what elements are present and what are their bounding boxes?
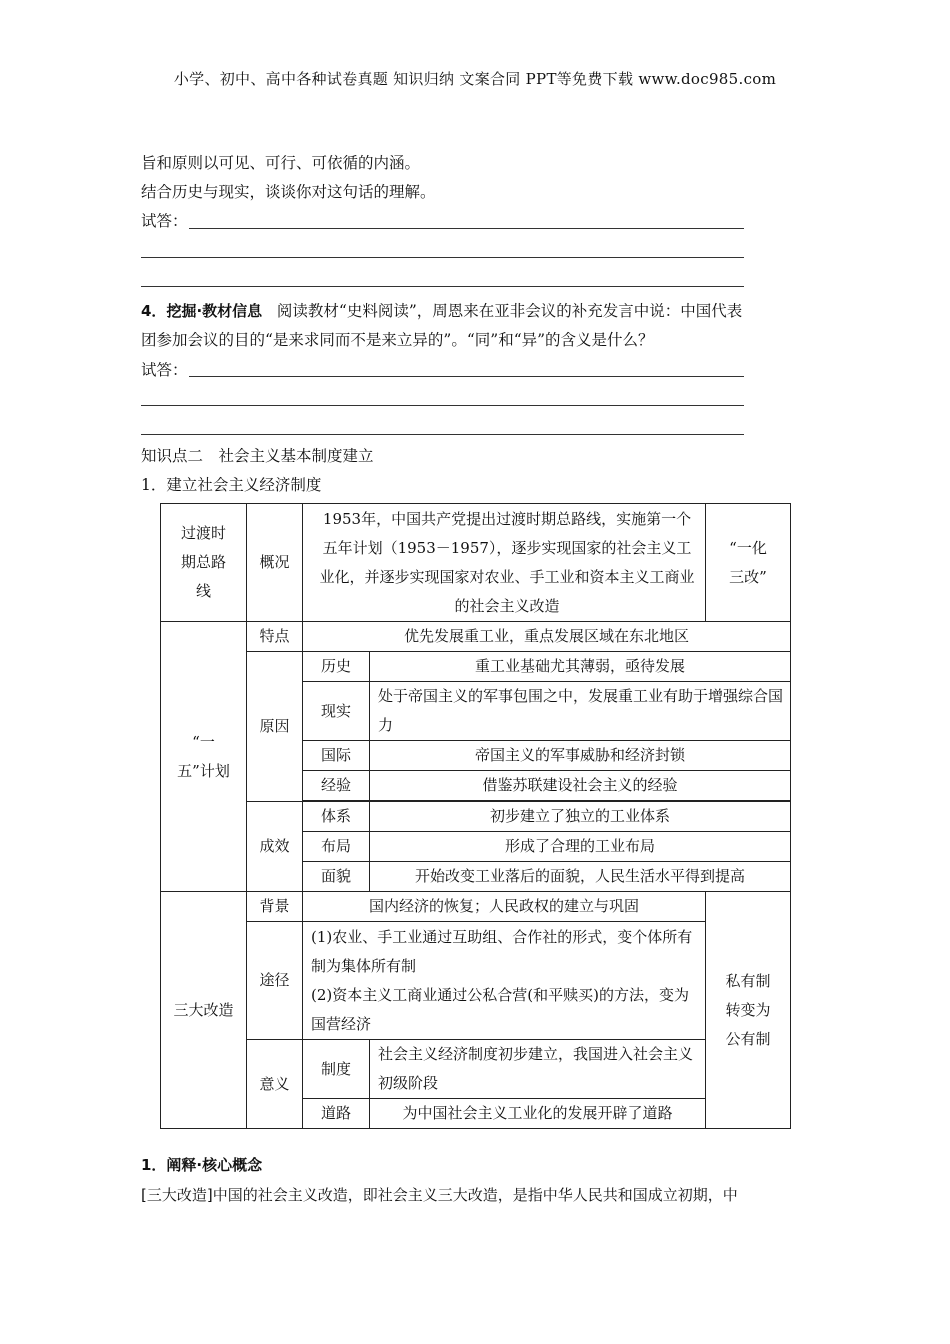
table-row xyxy=(161,652,791,682)
background-text: 国内经济的恢复；人民政权的建立与巩固 xyxy=(303,892,706,922)
answer-line[interactable] xyxy=(189,376,744,377)
first-five-year-plan-cell: “一五”计划 xyxy=(161,622,247,892)
meaning-key: 制度 xyxy=(303,1040,370,1099)
question-4-text-1: 阅读教材“史料阅读”，周恩来在亚非会议的补充发言中说：中国代表 xyxy=(276,302,743,320)
answer-line[interactable] xyxy=(141,434,744,435)
table-row xyxy=(161,892,791,922)
table-row xyxy=(161,504,791,622)
general-line-cell: 过渡时期总路线 xyxy=(161,504,247,622)
feature-text: 优先发展重工业，重点发展区域在东北地区 xyxy=(303,622,791,652)
reason-label: 原因 xyxy=(247,652,303,802)
meaning-label: 意义 xyxy=(247,1040,303,1129)
table-row xyxy=(161,802,791,832)
one-transformation-three-reforms: “一化三改” xyxy=(706,504,791,622)
meaning-value: 为中国社会主义工业化的发展开辟了道路 xyxy=(370,1099,706,1129)
background-label: 背景 xyxy=(247,892,303,922)
answer-line[interactable] xyxy=(141,257,744,258)
result-value: 初步建立了独立的工业体系 xyxy=(370,802,791,832)
meaning-key: 道路 xyxy=(303,1099,370,1129)
result-key: 面貌 xyxy=(303,862,370,892)
concept-text: [三大改造]中国的社会主义改造，即社会主义三大改造，是指中华人民共和国成立初期，中 xyxy=(141,1186,738,1204)
overview-text: 1953年，中国共产党提出过渡时期总路线，实施第一个五年计划（1953－1957），逐步实现国家的社会主义工业化，并逐步实现国家对农业、手工业和资本主义工商业的社会主义改造 xyxy=(303,504,706,622)
reason-value: 处于帝国主义的军事包围之中，发展重工业有助于增强综合国力 xyxy=(370,682,791,741)
result-key: 布局 xyxy=(303,832,370,862)
reason-key: 历史 xyxy=(303,652,370,682)
result-key: 体系 xyxy=(303,802,370,832)
reason-value: 帝国主义的军事威胁和经济封锁 xyxy=(370,741,791,771)
answer-line[interactable] xyxy=(189,228,744,229)
result-value: 开始改变工业落后的面貌，人民生活水平得到提高 xyxy=(370,862,791,892)
path-item-1: (1)农业、手工业通过互助组、合作社的形式，变个体所有制为集体所有制 xyxy=(311,927,693,975)
path-label: 途径 xyxy=(247,922,303,1040)
page-header: 小学、初中、高中各种试卷真题 知识归纳 文案合同 PPT等免费下载 www.doc985.com xyxy=(173,70,777,88)
answer-label-2: 试答： xyxy=(141,361,188,379)
question-4-line-1 xyxy=(141,299,742,321)
intro-line-2: 结合历史与现实，谈谈你对这句话的理解。 xyxy=(141,183,436,201)
result-value: 形成了合理的工业布局 xyxy=(370,832,791,862)
path-item-2: (2)资本主义工商业通过公私合营(和平赎买)的方法，变为国营经济 xyxy=(311,985,689,1033)
question-4-number: 4． xyxy=(141,302,167,320)
table-row xyxy=(161,1040,791,1099)
meaning-value: 社会主义经济制度初步建立，我国进入社会主义初级阶段 xyxy=(370,1040,706,1099)
answer-line[interactable] xyxy=(141,286,744,287)
reason-value: 重工业基础尤其薄弱，亟待发展 xyxy=(370,652,791,682)
overview-label: 概况 xyxy=(247,504,303,622)
section-subtitle: 1．建立社会主义经济制度 xyxy=(141,476,322,494)
table-row xyxy=(161,622,791,652)
reason-key: 国际 xyxy=(303,741,370,771)
table-row xyxy=(161,922,791,1040)
reason-value: 借鉴苏联建设社会主义的经验 xyxy=(370,771,791,801)
intro-line-1: 旨和原则以可见、可行、可依循的内涵。 xyxy=(141,154,421,172)
path-text xyxy=(303,922,706,1040)
question-4-title: 挖掘·教材信息 xyxy=(166,302,263,320)
reason-key: 现实 xyxy=(303,682,370,741)
economic-system-table xyxy=(160,503,791,1129)
answer-label-1: 试答： xyxy=(141,212,188,230)
ownership-change-cell: 私有制转变为公有制 xyxy=(706,892,791,1129)
question-4-text-2: 团参加会议的目的“是来求同而不是来立异的”。“同”和“异”的含义是什么？ xyxy=(141,331,654,349)
three-reforms-cell: 三大改造 xyxy=(161,892,247,1129)
concept-title: 1．阐释·核心概念 xyxy=(141,1156,263,1174)
reason-key: 经验 xyxy=(303,771,370,801)
answer-line[interactable] xyxy=(141,405,744,406)
result-label: 成效 xyxy=(247,802,303,892)
section-title: 知识点二 社会主义基本制度建立 xyxy=(141,447,374,465)
feature-label: 特点 xyxy=(247,622,303,652)
